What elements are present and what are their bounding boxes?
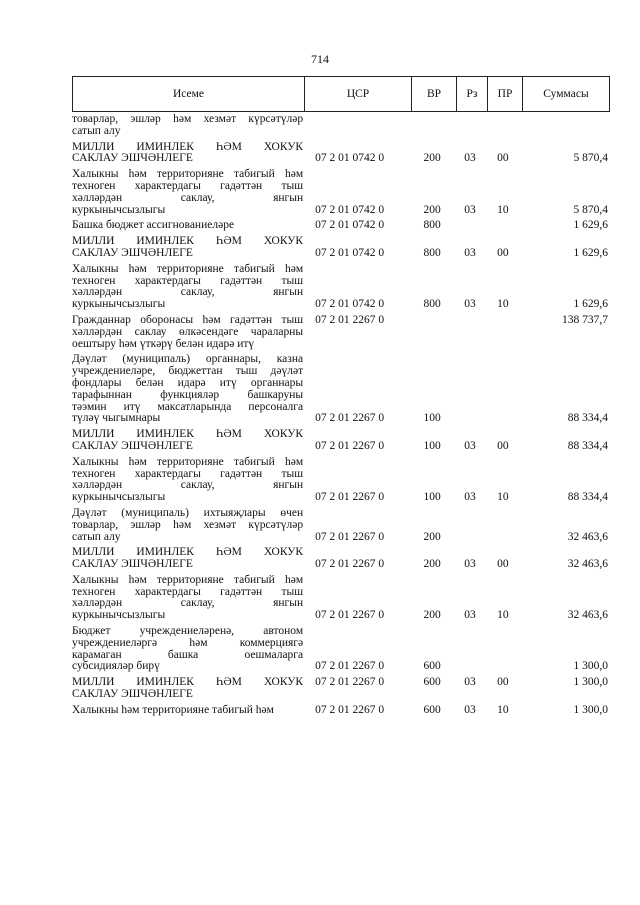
row-vr: 200 xyxy=(423,609,441,622)
row-name-word: табигый xyxy=(233,573,275,586)
row-name-word: тыш xyxy=(281,313,304,326)
row-name-word: характердагы xyxy=(134,274,201,287)
row-name-line: САКЛАУ ЭШЧӘНЛЕГЕ xyxy=(72,558,193,571)
row-name-word: табигый xyxy=(233,168,275,181)
row-name-word: МИЛЛИ xyxy=(72,428,115,441)
table-row xyxy=(72,429,610,453)
row-name xyxy=(72,114,303,138)
row-name-word: тыш xyxy=(281,467,304,480)
row-name-word: һәм xyxy=(128,573,147,586)
row-name-word: техноген xyxy=(72,467,116,480)
row-vr: 200 xyxy=(423,530,441,543)
row-sum: 1 300,0 xyxy=(573,660,608,673)
row-name-word: һәм xyxy=(128,262,147,275)
row-name-word: карамаган xyxy=(72,648,122,661)
row-sum: 138 737,7 xyxy=(562,313,608,326)
row-name-line: Башка бюджет ассигнованиеләре xyxy=(72,219,235,232)
row-name-word: һәм xyxy=(284,168,304,181)
row-name-word: Бюджет xyxy=(72,625,111,638)
row-name-word: фондлары xyxy=(72,376,122,389)
row-name-word: ИМИНЛЕК xyxy=(136,676,194,689)
row-name-word: янгын xyxy=(273,597,304,610)
row-name-line: сатып алу xyxy=(72,124,121,137)
row-name-word: товарлар, xyxy=(72,518,119,531)
row-csr: 07 2 01 2267 0 xyxy=(315,703,385,716)
row-name-word: (муниципаль) xyxy=(122,353,191,366)
row-name-word: һәм xyxy=(128,455,147,468)
row-name-word: техноген xyxy=(72,585,116,598)
row-name-word: табигый xyxy=(233,455,275,468)
row-name-word: Дәүләт xyxy=(72,506,107,519)
row-name-word: максатларында xyxy=(157,400,232,413)
row-name xyxy=(72,354,303,425)
row-vr: 100 xyxy=(423,439,441,452)
row-vr: 800 xyxy=(423,298,441,311)
row-vr: 600 xyxy=(423,676,441,689)
row-csr: 07 2 01 2267 0 xyxy=(315,609,385,622)
row-name-word: ХОКУК xyxy=(263,428,304,441)
row-name-word: башка xyxy=(167,648,199,661)
row-csr: 07 2 01 2267 0 xyxy=(315,491,385,504)
row-vr: 200 xyxy=(423,203,441,216)
row-name-word: территорияне xyxy=(156,573,224,586)
row-sum: 88 334,4 xyxy=(567,491,608,504)
row-csr: 07 2 01 0742 0 xyxy=(315,219,385,232)
row-name-word: саклау xyxy=(134,325,167,338)
row-sum: 32 463,6 xyxy=(567,609,608,622)
row-name-word: Гражданнар xyxy=(72,313,131,326)
row-name-word: функцияләр xyxy=(160,388,220,401)
row-name-word: территорияне xyxy=(156,262,224,275)
row-name-word: товарлар, xyxy=(72,113,119,125)
table-row xyxy=(72,142,610,166)
row-sum: 5 870,4 xyxy=(573,203,608,216)
row-name-word: ИМИНЛЕК xyxy=(136,546,194,559)
row-pr: 00 xyxy=(497,439,509,452)
header-rz: Рз xyxy=(457,77,488,111)
row-rz: 03 xyxy=(464,558,476,571)
row-name-word: эшләр xyxy=(130,518,161,531)
row-name-word: ХОКУК xyxy=(263,546,304,559)
row-name-word: ҺӘМ xyxy=(215,676,242,689)
row-sum: 88 334,4 xyxy=(567,439,608,452)
row-name-word: характердагы xyxy=(134,179,201,192)
row-name-word: белән xyxy=(135,376,164,389)
row-name-word: чараларны xyxy=(250,325,304,338)
row-sum: 5 870,4 xyxy=(573,152,608,165)
row-sum: 88 334,4 xyxy=(567,412,608,425)
row-name-word: саклау, xyxy=(180,286,215,299)
row-pr: 10 xyxy=(497,703,509,716)
row-vr: 800 xyxy=(423,246,441,259)
table-row xyxy=(72,114,610,138)
page-number: 714 xyxy=(311,52,329,66)
row-name-word: ХОКУК xyxy=(263,140,304,153)
row-name-line xyxy=(72,315,303,327)
table-row xyxy=(72,264,610,311)
row-name-word: янгын xyxy=(273,479,304,492)
row-name-line xyxy=(72,520,303,532)
row-name-word: ихтыяҗлары xyxy=(203,506,266,519)
row-name-word: учреждениеләренә, xyxy=(139,625,235,638)
row-name-word: хәлләрдән xyxy=(72,286,123,299)
row-pr: 00 xyxy=(497,152,509,165)
row-name-line xyxy=(72,378,303,390)
row-vr: 200 xyxy=(423,558,441,571)
row-name-word: МИЛЛИ xyxy=(72,235,115,248)
row-name-word: янгын xyxy=(273,286,304,299)
row-csr: 07 2 01 2267 0 xyxy=(315,530,385,543)
row-name-word: ИМИНЛЕК xyxy=(136,140,194,153)
row-pr: 10 xyxy=(497,491,509,504)
row-name-word: һәм xyxy=(202,313,221,326)
row-name-word: саклау, xyxy=(180,191,215,204)
row-vr: 600 xyxy=(423,703,441,716)
table-row xyxy=(72,315,610,350)
row-name-word: тыш xyxy=(281,179,304,192)
row-vr: 800 xyxy=(423,219,441,232)
row-name-line: түләү чыгымнары xyxy=(72,412,161,425)
row-name-word: итү xyxy=(123,400,141,413)
row-pr: 10 xyxy=(497,609,509,622)
row-name-word: өлкәсендәге xyxy=(179,325,239,338)
row-name-word: ИМИНЛЕК xyxy=(136,428,194,441)
row-sum: 1 629,6 xyxy=(573,219,608,232)
row-rz: 03 xyxy=(464,298,476,311)
row-name xyxy=(72,169,303,216)
row-name xyxy=(72,705,303,717)
row-name-word: Халыкны xyxy=(72,573,119,586)
row-csr: 07 2 01 2267 0 xyxy=(315,558,385,571)
header-sum: Суммасы xyxy=(543,88,589,100)
row-name-word: күрсәтүләр xyxy=(248,518,304,531)
header-csr: ЦСР xyxy=(305,77,412,111)
row-name-line xyxy=(72,193,303,205)
row-name-line: куркынычсызлыгы xyxy=(72,203,166,216)
row-name-word: МИЛЛИ xyxy=(72,546,115,559)
row-rz: 03 xyxy=(464,609,476,622)
row-name-word: техноген xyxy=(72,274,116,287)
row-vr: 100 xyxy=(423,491,441,504)
row-rz: 03 xyxy=(464,676,476,689)
row-name-word: өчен xyxy=(280,506,304,519)
row-name-word: автоном xyxy=(263,625,304,638)
row-name-line: САКЛАУ ЭШЧӘНЛЕГЕ xyxy=(72,152,193,165)
row-name xyxy=(72,575,303,622)
row-vr: 200 xyxy=(423,152,441,165)
row-name-word: тәэмин xyxy=(72,400,107,413)
row-name-word: ҺӘМ xyxy=(215,428,242,441)
row-pr: 00 xyxy=(497,676,509,689)
table-body xyxy=(72,114,610,721)
row-name-line xyxy=(72,638,303,650)
row-pr: 00 xyxy=(497,558,509,571)
row-name-line: САКЛАУ ЭШЧӘНЛЕГЕ xyxy=(72,246,193,259)
row-name-word: һәм xyxy=(128,168,147,181)
row-name xyxy=(72,508,303,543)
row-name-word: характердагы xyxy=(134,467,201,480)
row-name-word: ҺӘМ xyxy=(215,235,242,248)
row-name-word: учреждениеләре, xyxy=(72,365,156,378)
row-name-line xyxy=(72,327,303,339)
row-name-word: органнары xyxy=(250,376,304,389)
row-sum: 32 463,6 xyxy=(567,530,608,543)
row-name-word: ҺӘМ xyxy=(215,546,242,559)
row-vr: 100 xyxy=(423,412,441,425)
row-name-word: идарә xyxy=(177,376,206,389)
row-name-line xyxy=(72,181,303,193)
row-rz: 03 xyxy=(464,703,476,716)
row-csr: 07 2 01 0742 0 xyxy=(315,152,385,165)
row-name-word: башкаруны xyxy=(247,388,304,401)
table-row xyxy=(72,220,610,232)
row-name-word: оборонасы xyxy=(140,313,194,326)
row-name-word: Халыкны xyxy=(72,168,119,181)
table-row xyxy=(72,236,610,260)
row-name-word: хәлләрдән xyxy=(72,597,123,610)
row-name-word: гадәттән xyxy=(220,179,263,192)
row-name-word: хезмәт xyxy=(203,518,237,531)
row-name-word: характердагы xyxy=(134,585,201,598)
row-name xyxy=(72,236,303,260)
row-name-word: һәм xyxy=(189,636,208,649)
row-name xyxy=(72,220,303,232)
row-name-word: персоналга xyxy=(248,400,304,413)
row-pr: 10 xyxy=(497,298,509,311)
header-name: Исеме xyxy=(73,77,305,111)
table-header xyxy=(72,76,610,112)
row-name-word: коммерциягә xyxy=(239,636,304,649)
row-name-word: гадәттән xyxy=(220,467,263,480)
row-sum: 32 463,6 xyxy=(567,558,608,571)
row-name-word: саклау, xyxy=(180,479,215,492)
row-sum: 1 300,0 xyxy=(573,676,608,689)
row-name-word: (муниципаль) xyxy=(121,506,189,519)
row-name-line: САКЛАУ ЭШЧӘНЛЕГЕ xyxy=(72,688,193,701)
row-name-line xyxy=(72,264,303,276)
row-name-word: хәлләрдән xyxy=(72,191,123,204)
row-sum: 1 629,6 xyxy=(573,298,608,311)
row-name-word: бюджеттан xyxy=(168,365,223,378)
table-row xyxy=(72,575,610,622)
row-sum: 1 629,6 xyxy=(573,246,608,259)
row-name-word: ҺӘМ xyxy=(215,140,242,153)
row-name-word: күрсәтүләр xyxy=(248,113,304,125)
row-name-word: ХОКУК xyxy=(263,235,304,248)
row-name xyxy=(72,315,303,350)
row-name-word: һәм xyxy=(173,113,192,125)
row-rz: 03 xyxy=(464,491,476,504)
row-name xyxy=(72,677,303,701)
row-name-line xyxy=(72,575,303,587)
row-name xyxy=(72,264,303,311)
row-name xyxy=(72,626,303,673)
row-name-word: казна xyxy=(276,353,304,366)
row-name-word: саклау, xyxy=(180,597,215,610)
table-row xyxy=(72,626,610,673)
row-name-line: САКЛАУ ЭШЧӘНЛЕГЕ xyxy=(72,439,193,452)
row-name-word: хезмәт xyxy=(203,113,237,125)
row-name-word: органнары, xyxy=(205,353,261,366)
row-name xyxy=(72,547,303,571)
row-name-line: куркынычсызлыгы xyxy=(72,491,166,504)
row-name-word: эшләр xyxy=(130,113,161,125)
row-name-word: Халыкны xyxy=(72,455,119,468)
row-name-word: табигый xyxy=(233,262,275,275)
row-name-line xyxy=(72,390,303,402)
row-name-word: һәм xyxy=(284,262,304,275)
table-row xyxy=(72,169,610,216)
row-name-word: МИЛЛИ xyxy=(72,140,115,153)
row-csr: 07 2 01 0742 0 xyxy=(315,203,385,216)
row-name-word: тарафыннан xyxy=(72,388,132,401)
row-csr: 07 2 01 2267 0 xyxy=(315,313,385,326)
table-row xyxy=(72,705,610,717)
row-name-word: тыш xyxy=(235,365,258,378)
row-name-word: техноген xyxy=(72,179,116,192)
row-csr: 07 2 01 2267 0 xyxy=(315,660,385,673)
row-name-word: хәлләрдән xyxy=(72,479,123,492)
row-name-word: Халыкны xyxy=(72,262,119,275)
table-row xyxy=(72,508,610,543)
row-name-line: куркынычсызлыгы xyxy=(72,609,166,622)
row-csr: 07 2 01 2267 0 xyxy=(315,412,385,425)
row-name-word: тыш xyxy=(281,274,304,287)
row-rz: 03 xyxy=(464,203,476,216)
row-name-line: Халыкны һәм территорияне табигый һәм xyxy=(72,703,274,716)
table-row xyxy=(72,457,610,504)
row-csr: 07 2 01 0742 0 xyxy=(315,298,385,311)
row-name xyxy=(72,429,303,453)
table-row xyxy=(72,677,610,701)
row-name-line: куркынычсызлыгы xyxy=(72,298,166,311)
row-name-line xyxy=(72,508,303,520)
row-name-word: гадәттән xyxy=(220,585,263,598)
row-name-word: учреждениеләргә xyxy=(72,636,158,649)
row-name-word: һәм xyxy=(173,518,192,531)
row-name-word: ХОКУК xyxy=(263,676,304,689)
row-name-word: гадәттән xyxy=(230,313,273,326)
row-name-word: МИЛЛИ xyxy=(72,676,115,689)
row-csr: 07 2 01 2267 0 xyxy=(315,676,385,689)
table-row xyxy=(72,547,610,571)
row-name-word: Дәүләт xyxy=(72,353,107,366)
row-csr: 07 2 01 0742 0 xyxy=(315,246,385,259)
row-name-word: хәлләрдән xyxy=(72,325,123,338)
row-csr: 07 2 01 2267 0 xyxy=(315,439,385,452)
row-name-word: территорияне xyxy=(156,168,224,181)
header-vr: ВР xyxy=(412,77,457,111)
row-name-word: янгын xyxy=(273,191,304,204)
row-name-word: дәүләт xyxy=(270,365,304,378)
row-name-line xyxy=(72,457,303,469)
row-name-line: оештыру һәм үткәрү белән идарә итү xyxy=(72,337,255,350)
row-name xyxy=(72,142,303,166)
row-name-word: тыш xyxy=(281,585,304,598)
row-rz: 03 xyxy=(464,246,476,259)
row-name-word: территорияне xyxy=(156,455,224,468)
table-row xyxy=(72,354,610,425)
row-name-word: итү xyxy=(219,376,237,389)
row-name-word: гадәттән xyxy=(220,274,263,287)
header-pr: ПР xyxy=(488,77,523,111)
row-name-word: һәм xyxy=(284,455,304,468)
row-rz: 03 xyxy=(464,439,476,452)
row-name-line: сатып алу xyxy=(72,530,121,543)
row-name xyxy=(72,457,303,504)
row-pr: 00 xyxy=(497,246,509,259)
row-sum: 1 300,0 xyxy=(573,703,608,716)
row-name-word: оешмаларга xyxy=(244,648,304,661)
row-rz: 03 xyxy=(464,152,476,165)
row-name-word: һәм xyxy=(284,573,304,586)
row-pr: 10 xyxy=(497,203,509,216)
row-name-word: ИМИНЛЕК xyxy=(136,235,194,248)
row-vr: 600 xyxy=(423,660,441,673)
row-name-line: субсидияләр бирү xyxy=(72,660,160,673)
